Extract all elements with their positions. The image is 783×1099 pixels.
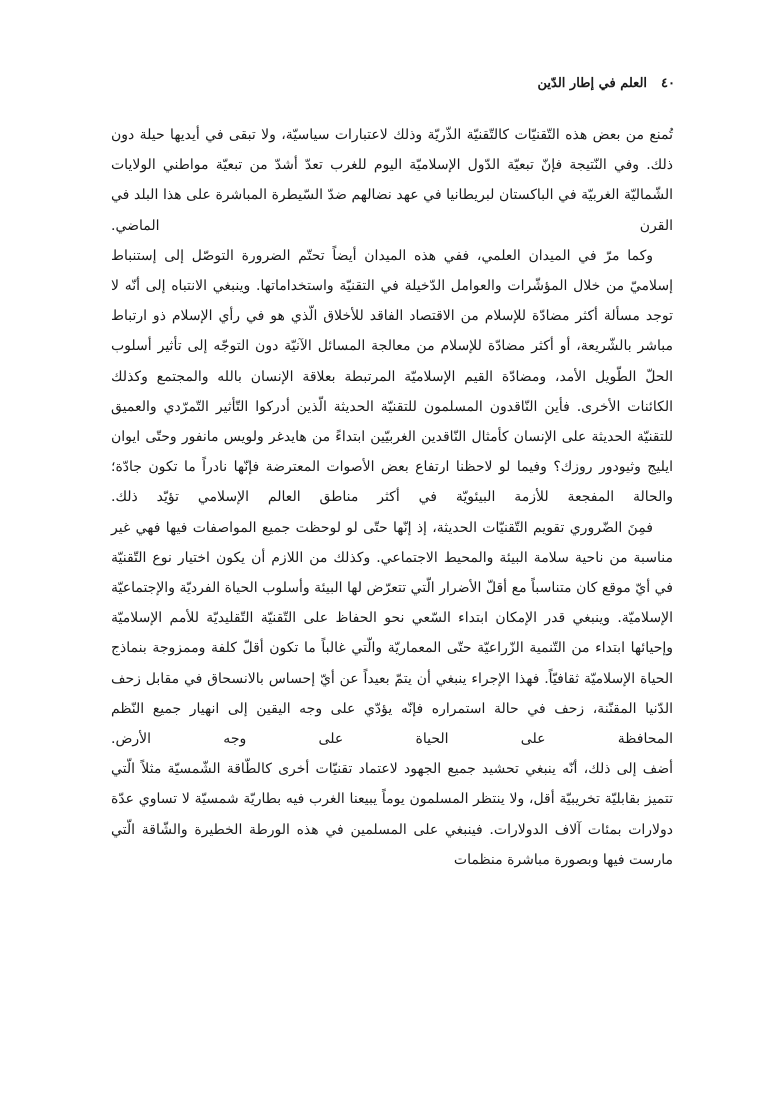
body-text [111, 120, 673, 875]
paragraph-1: تُمنع من بعض هذه التّقنيّات كالتّقنيّة الذّريّة وذلك لاعتبارات سياسيّة، ولا تبقى في أيديها حيلة دون ذلك. وفي النّتيجة فإنّ تبعيّة الدّول الإسلاميّة اليوم للغرب تعدّ أشدّ من تبعيّة مواطني الولايات الشّماليّة الغربيّة في الباكستان لبريطانيا في عهد نضالهم ضدّ السّيطرة المباشرة على هذا البلد في القرن الماضي. [111, 127, 673, 234]
paragraph-4: أضف إلى ذلك، أنّه ينبغي تحشيد جميع الجهود لاعتماد تقنيّات أخرى كالطّاقة الشّمسيّة مثلاً الّتي تتميز بقابليّة تخريبيّة أقل، ولا ينتظر المسلمون يوماً يبيعنا الغرب فيه بطاريّة شمسيّة لا تساوي عدّة دولارات بمئات آلاف الدولارات. فينبغي على المسلمين في هذه الورطة الخطيرة والشّاقة الّتي مارست فيها وبصورة مباشرة منظمات [111, 761, 673, 868]
running-header [108, 72, 675, 94]
page-number: ٤٠ [661, 75, 675, 91]
running-title: العلم في إطار الدّين [537, 75, 648, 91]
paragraph-3: فمِنَ الضّروري تقويم التّقنيّات الحديثة، إذ إنّها حتّى لو لوحظت جميع المواصفات فيها فهي غير مناسبة من ناحية سلامة البيئة والمحيط الاجتماعي. وكذلك من اللازم أن يكون اختيار نوع التّقنيّة في أيّ موقع كان متناسباً مع أقلّ الأضرار الّتي تتعرّض لها البيئة وأسلوب الحياة الفرديّة والإجتماعيّة الإسلاميّة. وينبغي قدر الإمكان ابتداء السّعي نحو الحفاظ على التّقنيّة التّقليديّة للأمم الإسلاميّة وإحيائها ابتداء من التّنمية الزّراعيّة حتّى المعماريّة والّتي غالباً ما تكون أقلّ كلفة وممزوجة بنماذج الحياة الإسلاميّة ثقافيّاً. فهذا الإجراء ينبغي أن يتمّ بعيداً عن أيّ إحساس بالانسحاق في مقابل زحف الدّنيا المقنّنة، زحف في حالة استمراره فإنّه يؤدّي على وجه اليقين إلى انهيار جميع النّظم المحافظة على الحياة على وجه الأرض. [111, 519, 673, 748]
paragraph-2: وكما مرّ في الميدان العلمي، ففي هذه الميدان أيضاً تحتّم الضرورة التوصّل إلى إستنباط إسلاميّ من خلال المؤشّرات والعوامل الدّخيلة في التقنيّة واستخداماتها. وينبغي الانتباه إلى أنّه لا توجد مسألة أكثر مضادّة للإسلام من الاقتصاد الفاقد للأخلاق الّذي هو في رأي الإسلام ذو ارتباط مباشر بالشّريعة، أو أكثر مضادّة للإسلام من معالجة المسائل الآنيّة دون التوجّه إلى تأثير أسلوب الحلّ الطّويل الأمد، ومضادّة القيم الإسلاميّة المرتبطة بعلاقة الإنسان بالله والمجتمع وكذلك الكائنات الأخرى. فأين النّاقدون المسلمون للتقنيّة الحديثة الّذين أدركوا التّأثير التّمرّدي والعميق للتقنيّة الحديثة على الإنسان كأمثال النّاقدين الغربيّين ابتداءً من هايدغر ولويس مانفور وحتّى ايوان ايليج وثيودور روزك؟ وفيما لو لاحظنا ارتفاع بعض الأصوات المعترضة فإنّها نادراً ما تكون جادّة؛ والحالة المفجعة للأزمة البيئويّة في أكثر مناطق العالم الإسلامي تؤيّد ذلك. [111, 247, 673, 506]
